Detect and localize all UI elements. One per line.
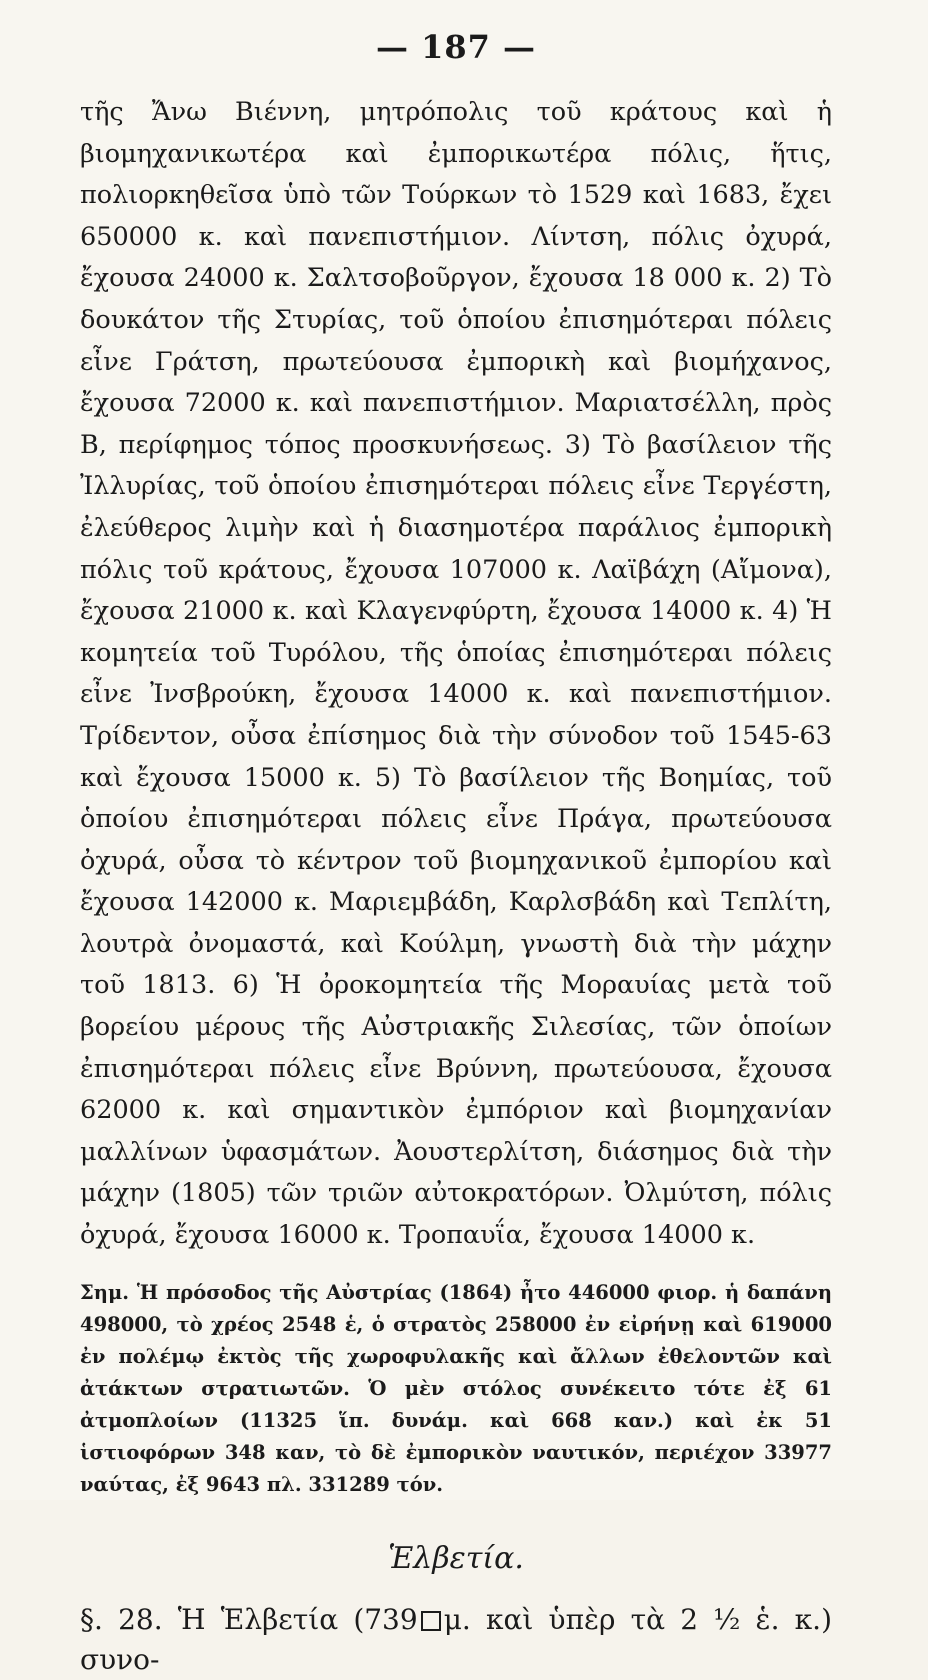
section-text-start: §. 28. Ἡ Ἑλβετία (739 — [80, 1602, 418, 1636]
footnote: Σημ. Ἡ πρόσοδος τῆς Αὐστρίας (1864) ἦτο 446000 φιορ. ἡ δαπάνη 498000, τὸ χρέος 2548 ἑ, ὁ στρατὸς 258000 ἐν εἰρήνῃ καὶ 619000 ἐν πολέμῳ ἐκτὸς τῆς χωροφυλακῆς καὶ ἄλλων ἐθελοντῶν καὶ ἀτάκτων στρατιωτῶν. Ὁ μὲν στόλος συνέκειτο τότε ἐξ 61 ἀτμοπλοίων (11325 ἵπ. δυνάμ. καὶ 668 καν.) καὶ ἐκ 51 ἱστιοφόρων 348 καν, τὸ δὲ ἐμπορικὸν ναυτικόν, περιέχον 33977 ναύτας, ἐξ 9643 πλ. 331289 τόν. — [80, 1280, 832, 1496]
page-number: — 187 — — [375, 28, 537, 66]
square-symbol-icon — [421, 1611, 441, 1631]
main-paragraph: τῆς Ἄνω Βιέννη, μητρόπολις τοῦ κράτους καὶ ἡ βιομηχανικωτέρα καὶ ἐμπορικωτέρα πόλις, ἥτις, πολιορκηθεῖσα ὑπὸ τῶν Τούρκων τὸ 1529 καὶ 1683, ἔχει 650000 κ. καὶ πανεπιστήμιον. Λίντση, πόλις ὀχυρά, ἔχουσα 24000 κ. Σαλτσοβοῦργον, ἔχουσα 18 000 κ. 2) Τὸ δουκάτον τῆς Στυρίας, τοῦ ὁποίου ἐπισημότεραι πόλεις εἶνε Γράτση, πρωτεύουσα ἐμπορικὴ καὶ βιομήχανος, ἔχουσα 72000 κ. καὶ πανεπιστήμιον. Μαριατσέλλη, πρὸς Β, περίφημος τόπος προσκυνήσεως. 3) Τὸ βασίλειον τῆς Ἰλλυρίας, τοῦ ὁποίου ἐπισημότεραι πόλεις εἶνε Τεργέστη, ἐλεύθερος λιμὴν καὶ ἡ διασημοτέρα παράλιος ἐμπορικὴ πόλις τοῦ κράτους, ἔχουσα 107000 κ. Λαϊβάχη (Αἴμονα), ἔχουσα 21000 κ. καὶ Κλαγενφύρτη, ἔχουσα 14000 κ. 4) Ἡ κομητεία τοῦ Τυρόλου, τῆς ὁποίας ἐπισημότεραι πόλεις εἶνε Ἰνσβρούκη, ἔχουσα 14000 κ. καὶ πανεπιστήμιον. Τρίδεντον, οὖσα ἐπίσημος διὰ τὴν σύνοδον τοῦ 1545-63 καὶ ἔχουσα 15000 κ. 5) Τὸ βασίλειον τῆς Βοημίας, τοῦ ὁποίου ἐπισημότεραι πόλεις εἶνε Πράγα, πρωτεύουσα ὀχυρά, οὖσα τὸ κέντρον τοῦ βιομηχανικοῦ ἐμπορίου καὶ ἔχουσα 142000 κ. Μαριεμβάδη, Καρλσβάδη καὶ Τεπλίτη, λουτρὰ ὀνομαστά, καὶ Κούλμη, γνωστὴ διὰ τὴν μάχην τοῦ 1813. 6) Ἡ ὀροκομητεία τῆς Μοραυίας μετὰ τοῦ βορείου μέρους τῆς Αὐστριακῆς Σιλεσίας, τῶν ὁποίων ἐπισημότεραι πόλεις εἶνε Βρύννη, πρωτεύουσα, ἔχουσα 62000 κ. καὶ σημαντικὸν ἐμπόριον καὶ βιομηχανίαν μαλλίνων ὑφασμάτων. Ἀουστερλίτση, διάσημος διὰ τὴν μάχην (1805) τῶν τριῶν αὐτοκρατόρων. Ὀλμύτση, πόλις ὀχυρά, ἔχουσα 16000 κ. Τροπαυΐα, ἔχουσα 14000 κ. — [80, 97, 832, 1251]
section-text-end: μ. καὶ ὑπὲρ τὰ 2 ½ ἑ. κ.) συνο- — [80, 1602, 832, 1676]
section-heading: Ἑλβετία. — [388, 1540, 524, 1576]
section-paragraph — [80, 1600, 832, 1680]
